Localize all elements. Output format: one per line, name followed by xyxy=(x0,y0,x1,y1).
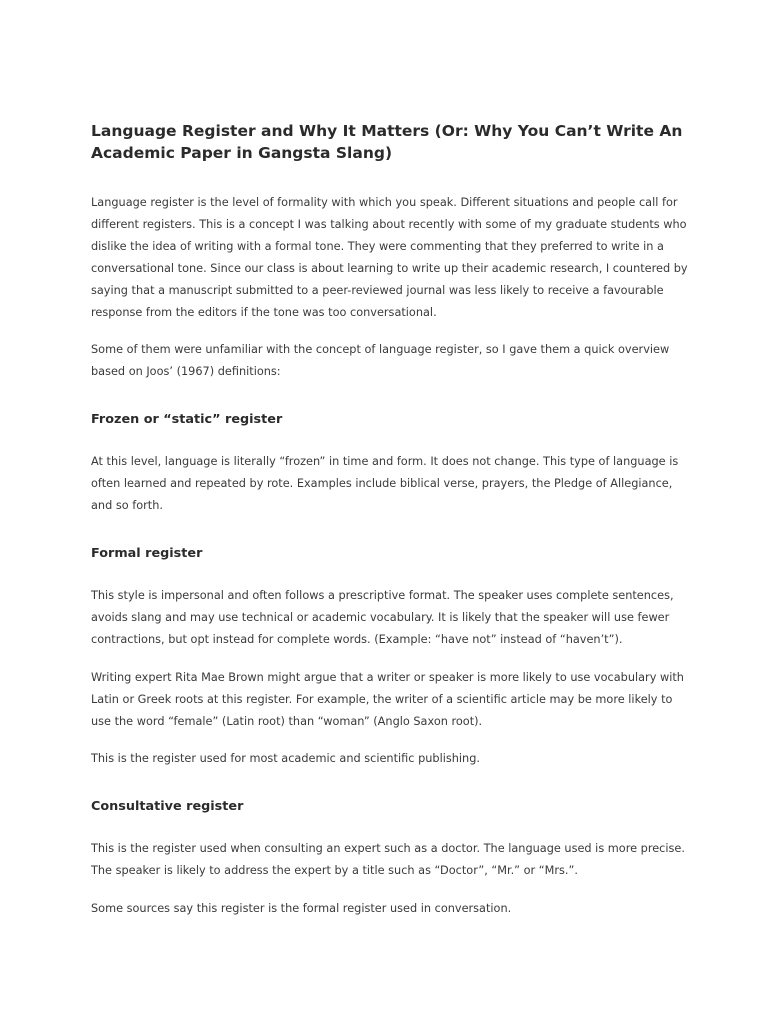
intro-paragraph-2: Some of them were unfamiliar with the concept of language register, so I gave them a quick overview based on Joos’ (1967) definitions: xyxy=(91,343,670,379)
formal-paragraph-3: This is the register used for most academic and scientific publishing. xyxy=(91,752,480,766)
article-title: Language Register and Why It Matters (Or: Why You Can’t Write An Academic Paper in Gangsta Slang) xyxy=(91,122,683,162)
intro-paragraph-1: Language register is the level of formality with which you speak. Different situations and people call for different registers. This is a concept I was talking about recently with some of my graduate students who dislike the idea of writing with a formal tone. They were commenting that they preferred to write in a conversational tone. Since our class is about learning to write up their academic research, I countered by saying that a manuscript submitted to a peer-reviewed journal was less likely to receive a favourable response from the editors if the tone was too conversational. xyxy=(91,196,688,319)
section-heading-formal: Formal register xyxy=(91,545,203,561)
consultative-paragraph-2: Some sources say this register is the formal register used in conversation. xyxy=(91,902,512,916)
article xyxy=(91,120,691,936)
formal-paragraph-2: Writing expert Rita Mae Brown might argue that a writer or speaker is more likely to use vocabulary with Latin or Greek roots at this register. For example, the writer of a scientific article may be more likely to use the word “female” (Latin root) than “woman” (Anglo Saxon root). xyxy=(91,670,684,728)
consultative-paragraph-1: This is the register used when consulting an expert such as a doctor. The language used is more precise. The speaker is likely to address the expert by a title such as “Doctor”, “Mr.” or “Mrs.”. xyxy=(91,842,685,878)
formal-paragraph-1: This style is impersonal and often follows a prescriptive format. The speaker uses complete sentences, avoids slang and may use technical or academic vocabulary. It is likely that the speaker will use fewer contractions, but opt instead for complete words. (Example: “have not” instead of “haven’t”). xyxy=(91,588,674,646)
section-heading-frozen: Frozen or “static” register xyxy=(91,412,283,428)
frozen-paragraph-1: At this level, language is literally “frozen” in time and form. It does not change. This type of language is often learned and repeated by rote. Examples include biblical verse, prayers, the Pledge of Allegiance, and so forth. xyxy=(91,455,679,513)
section-heading-consultative: Consultative register xyxy=(91,799,244,815)
